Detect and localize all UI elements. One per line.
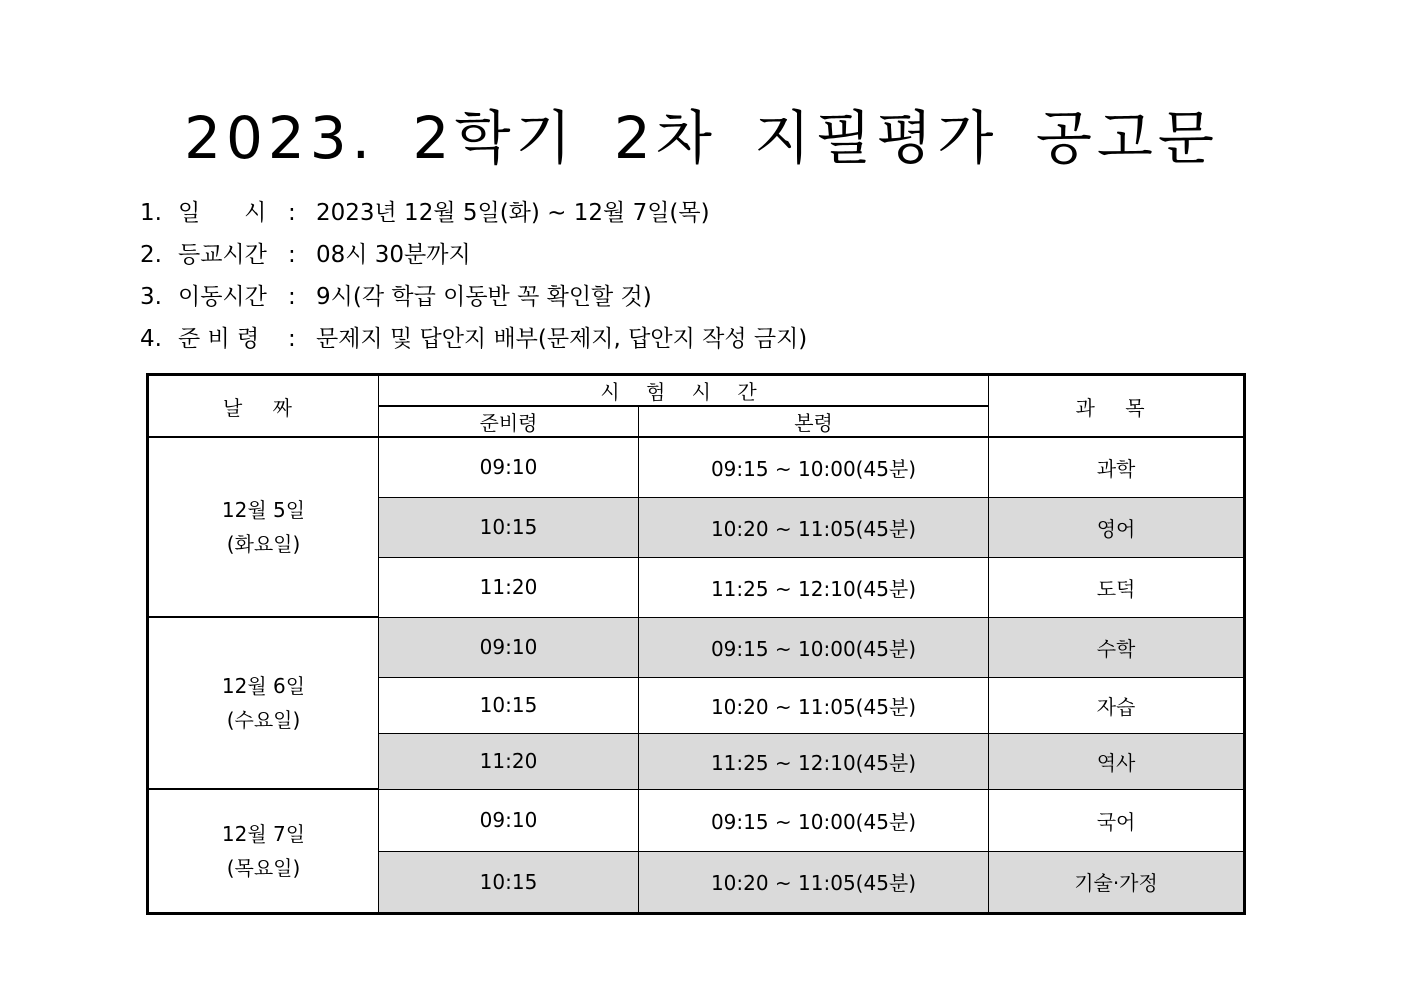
info-number: 1. (140, 200, 162, 226)
subject: 영어 (989, 497, 1245, 557)
subject: 국어 (989, 789, 1245, 851)
main-time: 10:20 ~ 11:05(45분) (639, 677, 989, 733)
info-separator: : (288, 200, 296, 226)
prep-time: 09:10 (379, 617, 639, 677)
info-value: 문제지 및 답안지 배부(문제지, 답안지 작성 금지) (316, 326, 808, 352)
prep-time: 09:10 (379, 789, 639, 851)
info-item-arrival (140, 237, 807, 279)
weekday-text: (화요일) (226, 532, 301, 556)
main-time: 09:15 ~ 10:00(45분) (639, 789, 989, 851)
subject: 수학 (989, 617, 1245, 677)
weekday-text: (수요일) (226, 708, 301, 732)
prep-time: 09:10 (379, 437, 639, 497)
info-value: 2023년 12월 5일(화) ~ 12월 7일(목) (316, 200, 710, 226)
table-row (148, 437, 1245, 497)
prep-time: 10:15 (379, 497, 639, 557)
info-number: 2. (140, 242, 162, 268)
table-row (148, 789, 1245, 851)
info-item-prep (140, 321, 807, 363)
header-subject: 과 목 (989, 375, 1245, 438)
subject: 도덕 (989, 557, 1245, 617)
date-cell (148, 789, 379, 913)
weekday-text: (목요일) (226, 855, 301, 880)
prep-time: 11:20 (379, 733, 639, 789)
info-label: 준 비 령 (178, 326, 260, 352)
header-exam-time: 시 험 시 간 (379, 375, 989, 407)
main-time: 11:25 ~ 12:10(45분) (639, 733, 989, 789)
info-number: 3. (140, 284, 162, 310)
main-time: 10:20 ~ 11:05(45분) (639, 851, 989, 913)
subject: 기술·가정 (989, 851, 1245, 913)
main-time: 11:25 ~ 12:10(45분) (639, 557, 989, 617)
info-item-date (140, 195, 807, 237)
info-label: 일 시 (178, 200, 267, 226)
info-list (140, 195, 807, 363)
date-cell (148, 617, 379, 789)
info-separator: : (288, 326, 296, 352)
page-title: 2023. 2학기 2차 지필평가 공고문 (184, 104, 1219, 172)
info-item-move (140, 279, 807, 321)
subject: 자습 (989, 677, 1245, 733)
date-text: 12월 5일 (221, 498, 306, 522)
subject: 역사 (989, 733, 1245, 789)
header-date: 날 짜 (148, 375, 379, 438)
prep-time: 10:15 (379, 851, 639, 913)
exam-schedule-table (146, 373, 1246, 915)
date-text: 12월 7일 (221, 821, 306, 846)
table-row (148, 617, 1245, 677)
subject: 과학 (989, 437, 1245, 497)
info-separator: : (288, 242, 296, 268)
main-time: 09:15 ~ 10:00(45분) (639, 617, 989, 677)
info-value: 08시 30분까지 (316, 242, 471, 268)
prep-time: 10:15 (379, 677, 639, 733)
prep-time: 11:20 (379, 557, 639, 617)
info-separator: : (288, 284, 296, 310)
main-time: 10:20 ~ 11:05(45분) (639, 497, 989, 557)
info-label: 등교시간 (178, 242, 267, 268)
date-text: 12월 6일 (221, 674, 306, 698)
main-time: 09:15 ~ 10:00(45분) (639, 437, 989, 497)
info-number: 4. (140, 326, 162, 352)
header-prep: 준비령 (379, 406, 639, 437)
date-cell (148, 437, 379, 617)
info-label: 이동시간 (178, 284, 267, 310)
header-main: 본령 (639, 406, 989, 437)
info-value: 9시(각 학급 이동반 꼭 확인할 것) (316, 284, 652, 310)
